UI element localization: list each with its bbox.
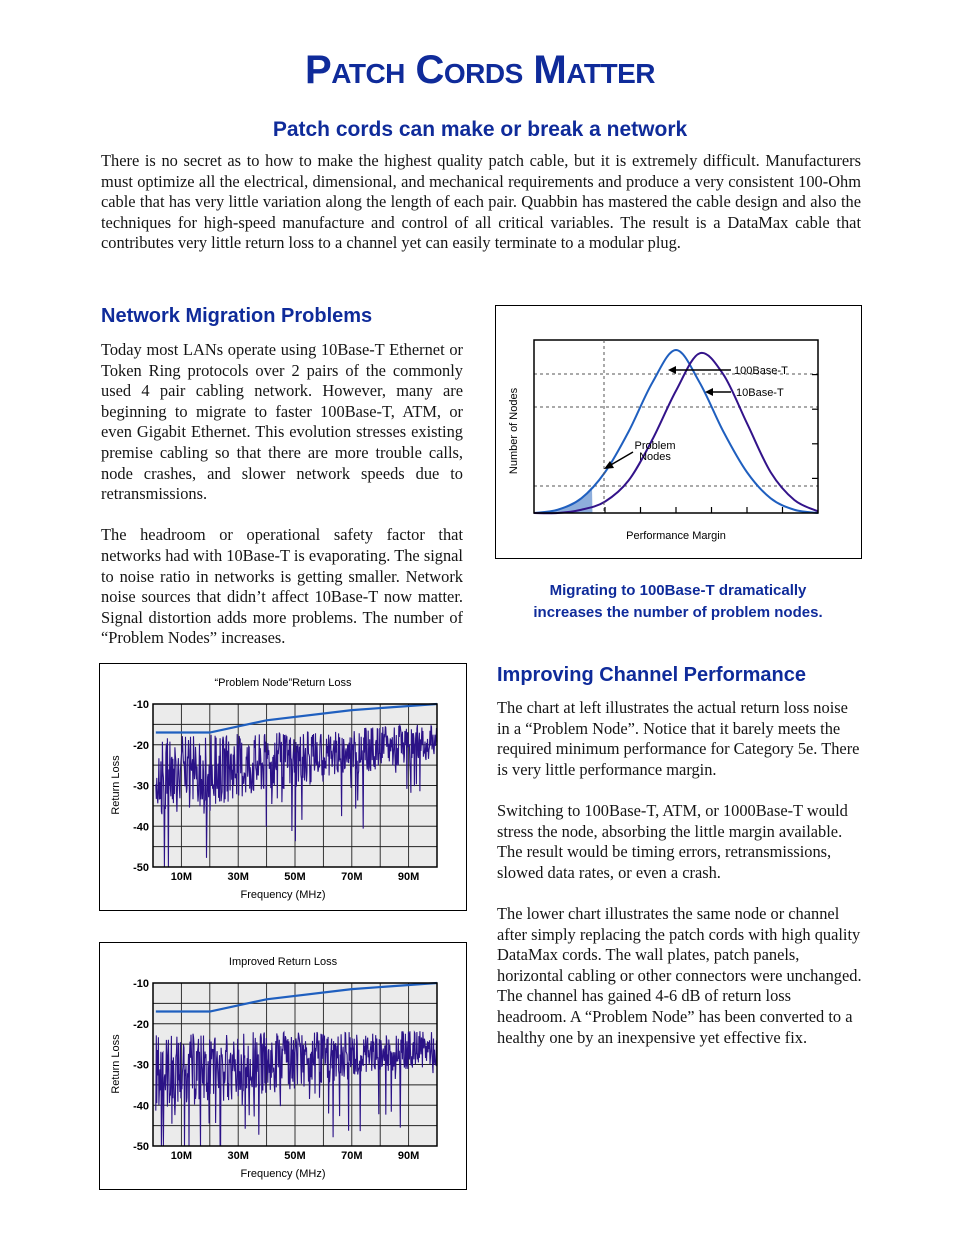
problem-node-return-loss-chart <box>100 664 465 909</box>
node-distribution-figure <box>495 305 862 559</box>
y-axis-label: Return Loss <box>110 1034 122 1094</box>
y-tick-label: -50 <box>133 1141 149 1153</box>
improving-paragraph-3: The lower chart illustrates the same node or channel after simply replacing the patch cords with high quality DataMax cords. The wall plates, patch panels, horizontal cabling or other connectors were unchanged. The channel has gained 4-6 dB of return loss headroom. A “Problem Node” has been converted to a healthy one by an inexpensive yet effective fix. <box>497 903 862 1047</box>
problem-label-line2: Nodes <box>639 451 671 463</box>
x-tick-label: 90M <box>397 871 420 883</box>
y-tick-label: -30 <box>133 780 149 793</box>
figure-caption <box>495 580 861 624</box>
x-tick-label: 90M <box>397 1150 420 1162</box>
x-tick-label: 10M <box>170 1150 193 1162</box>
y-tick-label: -10 <box>133 699 149 711</box>
legend-100base-t: 100Base-T <box>734 365 788 377</box>
y-tick-label: -10 <box>133 978 149 990</box>
y-axis-label: Return Loss <box>110 755 122 815</box>
x-tick-label: 50M <box>284 871 306 883</box>
arrow-head-100base-t <box>668 366 676 374</box>
improving-section <box>497 698 863 1048</box>
y-tick-label: -20 <box>133 1018 149 1031</box>
migration-paragraph-2: The headroom or operational safety factor that networks had with 10Base-T is evaporating. The signal to noise ratio in networks is getting smaller. Network noise sources that didn’t affect 10Base-T now matter. Signal distortion adds more problems. The number of “Problem Nodes” increases. <box>101 525 463 648</box>
x-axis-label: Performance Margin <box>626 530 726 542</box>
intro-paragraph: There is no secret as to how to make the highest quality patch cable, but it is extremely difficult. Manufacturers must optimize all the electrical, dimensional, and mechanical requirements and produce a very consistent 100-Ohm cable that has very little variation along the length of each pair. Quabbin has mastered the cable design and also the techniques for high-speed manufacture and control of all critical variables. The result is a DataMax cable that contributes very little return loss to a channel yet can easily terminate to a modular plug. <box>101 151 861 253</box>
page-title: Patch Cords Matter <box>305 48 655 92</box>
node-distribution-chart <box>496 306 860 557</box>
x-tick-label: 50M <box>284 1150 306 1162</box>
migration-section <box>101 340 463 649</box>
chart-title: “Problem Node”Return Loss <box>214 677 352 689</box>
x-tick-label: 70M <box>341 871 363 883</box>
y-tick-label: -20 <box>133 739 149 752</box>
migration-paragraph-1: Today most LANs operate using 10Base-T Ethernet or Token Ring protocols over 2 pairs of the commonly used 4 pair cabling network. However, many are beginning to migrate to faster 100Base-T, ATM, or even Gigabit Ethernet. This evolution stresses existing premise cabling so that there are more trouble calls, node crashes, and slower network speeds due to retransmissions. <box>101 340 463 504</box>
legend-10base-t: 10Base-T <box>736 387 784 399</box>
caption-line-1: Migrating to 100Base-T dramatically <box>549 582 807 599</box>
improved-return-loss-chart <box>100 943 465 1188</box>
y-tick-label: -30 <box>133 1059 149 1072</box>
improved-figure <box>99 942 467 1190</box>
x-axis-label: Frequency (MHz) <box>240 1168 326 1180</box>
caption-line-2: increases the number of problem nodes. <box>533 604 823 621</box>
improving-paragraph-2: Switching to 100Base-T, ATM, or 1000Base-T would stress the node, absorbing the little margin available. The result would be timing errors, retransmissions, slowed data rates, or even a crash. <box>497 800 848 882</box>
x-tick-label: 70M <box>341 1150 363 1162</box>
y-tick-label: -50 <box>133 862 149 874</box>
improving-paragraph-1: The chart at left illustrates the actual return loss noise in a “Problem Node”. Notice that it barely meets the required minimum performance for Category 5e. There is very little performance margin. <box>497 698 860 779</box>
page-subtitle: Patch cords can make or break a network <box>272 118 688 141</box>
x-axis-label: Frequency (MHz) <box>240 889 326 901</box>
x-tick-label: 30M <box>227 1150 249 1162</box>
problem-node-figure <box>99 663 467 911</box>
problem-label-line1: Problem <box>634 440 676 452</box>
chart-title: Improved Return Loss <box>228 956 338 968</box>
y-axis-label: Number of Nodes <box>508 387 520 475</box>
y-tick-label: -40 <box>133 1100 149 1113</box>
x-tick-label: 30M <box>227 871 249 883</box>
migration-heading: Network Migration Problems <box>101 305 373 327</box>
improving-heading: Improving Channel Performance <box>497 664 806 686</box>
y-tick-label: -40 <box>133 821 149 834</box>
x-tick-label: 10M <box>170 871 193 883</box>
